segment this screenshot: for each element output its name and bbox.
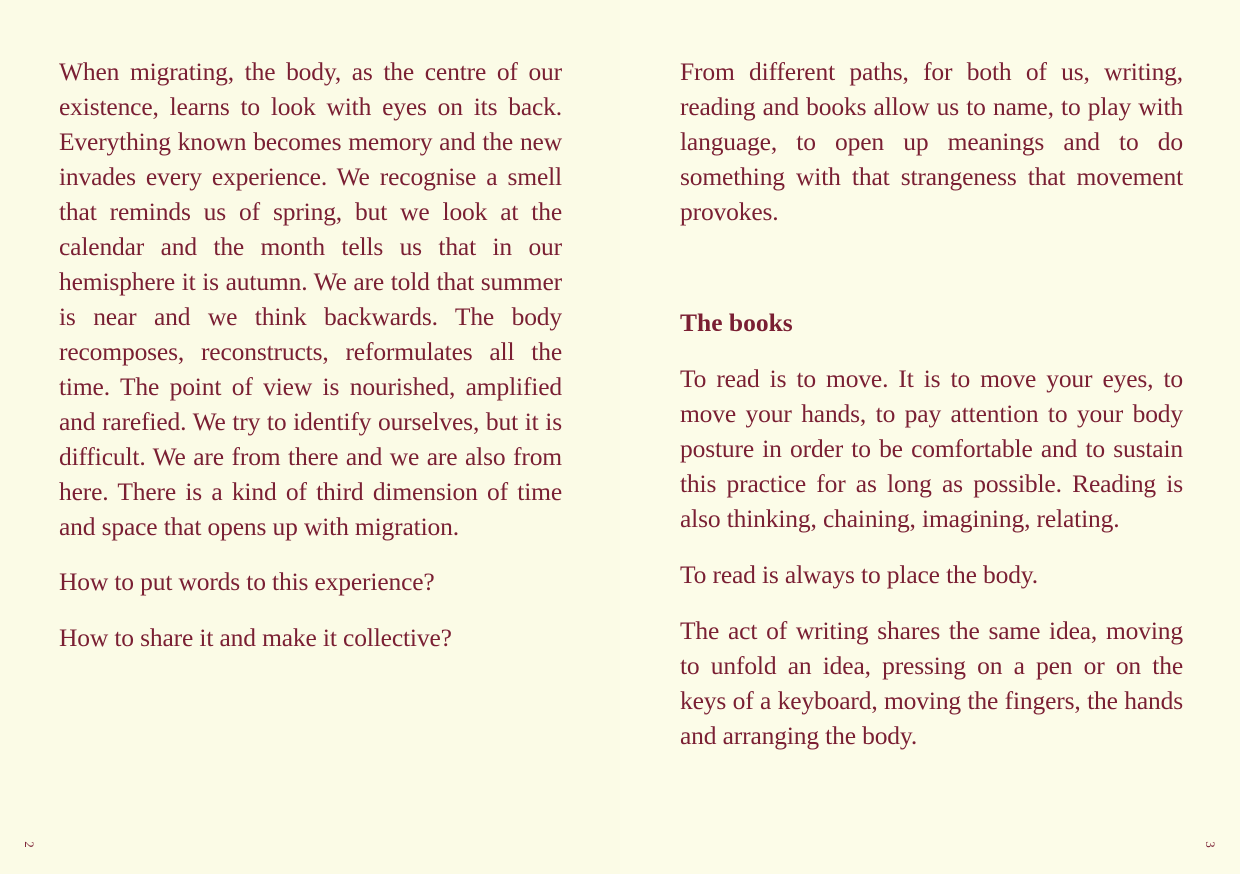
left-text-block [59,54,562,676]
paragraph-migration: When migrating, the body, as the centre of our existence, learns to look with eyes on its back. Everything known becomes memory and the new invades every experience. We recognise a smell that reminds us of spring, but we look at the calendar and the month tells us that in our hemisphere it is autumn. We are told that summer is near and we think backwards. The body recomposes, reconstructs, reformulates all the time. The point of view is nourished, amplified and rarefied. We try to identify ourselves, but it is difficult. We are from there and we are also from here. There is a kind of third dimension of time and space that opens up with migration. [59,57,562,541]
paragraph-place-the-body: To read is always to place the body. [680,560,1038,589]
question-put-words: How to put words to this experience? [59,567,435,596]
question-share-collective: How to share it and make it collective? [59,623,452,652]
right-text-block [680,54,1183,774]
page-number-left: 2 [21,841,37,848]
right-page [620,0,1240,874]
paragraph-different-paths: From different paths, for both of us, writing, reading and books allow us to name, to play with language, to open up meanings and to do something with that strangeness that movement provokes. [680,57,1183,226]
paragraph-to-read-is-to-move: To read is to move. It is to move your eyes, to move your hands, to pay attention to your body posture in order to be comfortable and to sustain this practice for as long as possible. Reading is also thinking, chaining, imagining, relating. [680,364,1183,533]
page-number-right: 3 [1202,841,1218,848]
paragraph-act-of-writing: The act of writing shares the same idea, moving to unfold an idea, pressing on a pen or on the keys of a keyboard, moving the fingers, the hands and arranging the body. [680,616,1183,750]
section-heading-books: The books [680,308,793,337]
section-heading-wrap [680,305,1183,340]
